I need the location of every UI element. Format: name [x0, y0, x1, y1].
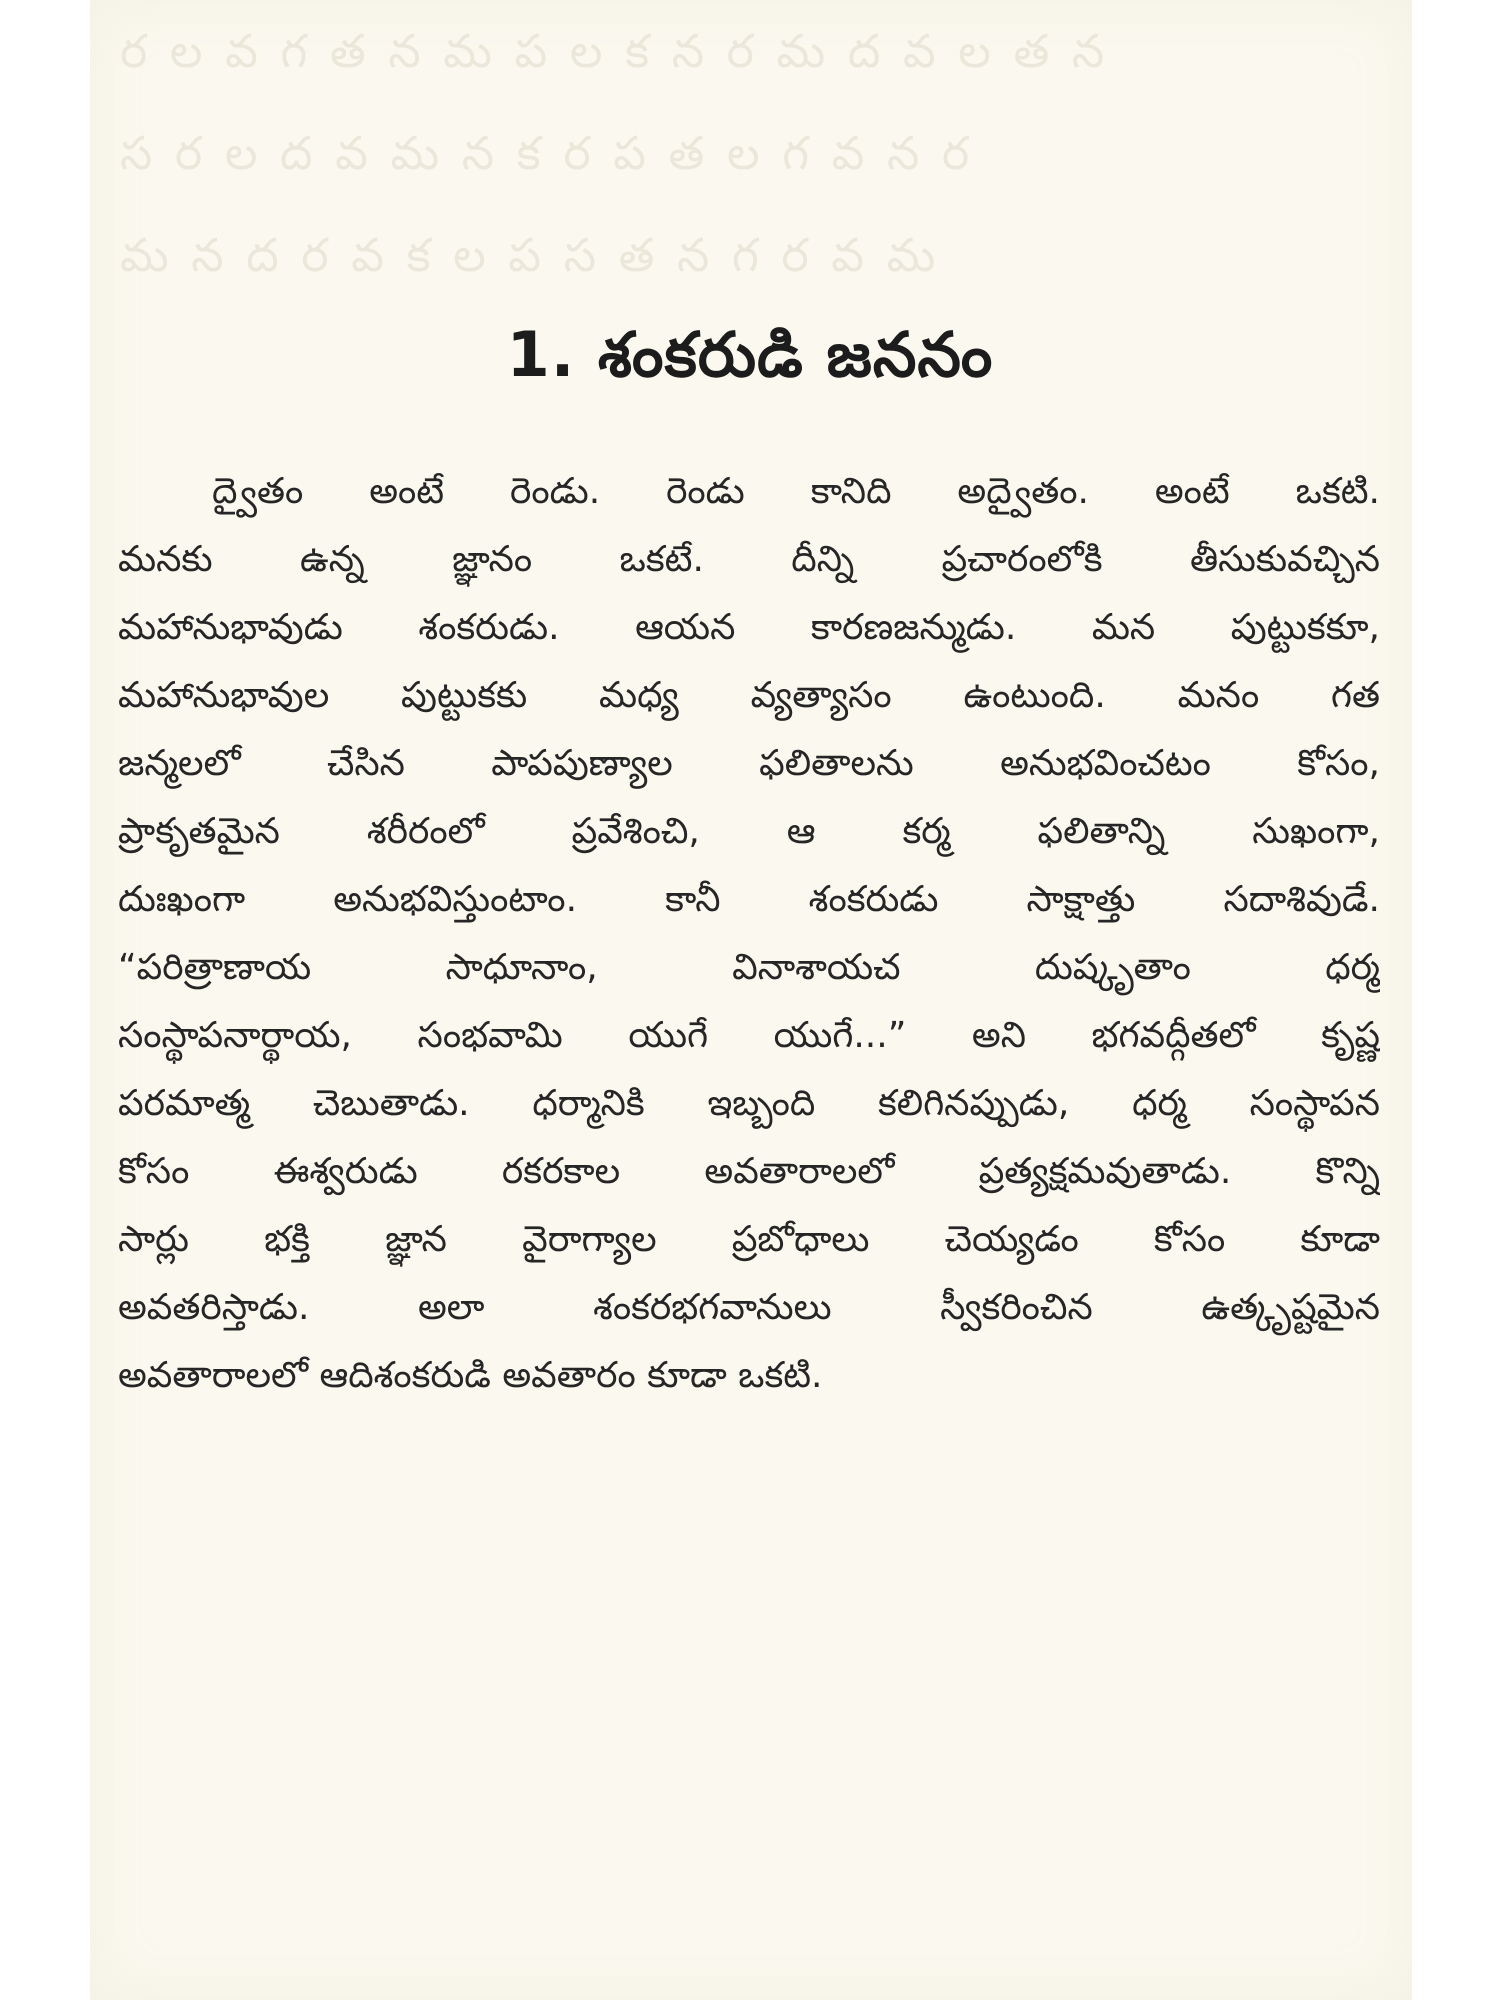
paragraph-line: జన్మలలో చేసిన పాపపుణ్యాల ఫలితాలను అనుభవించటం కోసం,	[118, 743, 1380, 784]
paragraph-line: ద్వైతం అంటే రెండు. రెండు కానిది అద్వైతం. అంటే ఒకటి.	[212, 471, 1380, 512]
paragraph-line: మనకు ఉన్న జ్ఞానం ఒకటే. దీన్ని ప్రచారంలోకి తీసుకువచ్చిన	[118, 539, 1380, 580]
paragraph-line: మహానుభావుల పుట్టుకకు మధ్య వ్యత్యాసం ఉంటుంది. మనం గత	[118, 675, 1380, 716]
paragraph-line: “పరిత్రాణాయ సాధూనాం, వినాశాయచ దుష్కృతాం ధర్మ	[118, 947, 1380, 988]
paragraph-line: సార్లు భక్తి జ్ఞాన వైరాగ్యాల ప్రబోధాలు చెయ్యడం కోసం కూడా	[118, 1219, 1380, 1260]
paragraph-line: ప్రాకృతమైన శరీరంలో ప్రవేశించి, ఆ కర్మ ఫలితాన్ని సుఖంగా,	[118, 811, 1380, 852]
chapter-title: 1. శంకరుడి జననం	[506, 317, 994, 391]
paragraph-line: పరమాత్మ చెబుతాడు. ధర్మానికి ఇబ్బంది కలిగినప్పుడు, ధర్మ సంస్థాపన	[118, 1083, 1380, 1124]
paragraph-line: అవతారాలలో ఆదిశంకరుడి అవతారం కూడా ఒకటి.	[118, 1355, 823, 1396]
paragraph-line: మహానుభావుడు శంకరుడు. ఆయన కారణజన్ముడు. మన పుట్టుకకూ,	[118, 607, 1380, 648]
paragraph-line: దుఃఖంగా అనుభవిస్తుంటాం. కానీ శంకరుడు సాక్షాత్తు సదాశివుడే.	[118, 879, 1380, 920]
show-through-text: ర ల వ గ త న మ ప ల క న ర మ ద వ ల త న స ర ల ద వ మ న క ర ప త ల గ వ న ర మ న ద ర వ క ల ప స త న గ ర వ మ	[120, 24, 1109, 282]
paragraph-line: అవతరిస్తాడు. అలా శంకరభగవానులు స్వీకరించిన ఉత్కృష్టమైన	[118, 1287, 1380, 1328]
paragraph-line: కోసం ఈశ్వరుడు రకరకాల అవతారాలలో ప్రత్యక్షమవుతాడు. కొన్ని	[118, 1151, 1380, 1192]
chapter-paragraph	[118, 458, 1380, 1410]
paragraph-line: సంస్థాపనార్థాయ, సంభవామి యుగే యుగే...” అని భగవద్గీతలో కృష్ణ	[118, 1015, 1380, 1056]
